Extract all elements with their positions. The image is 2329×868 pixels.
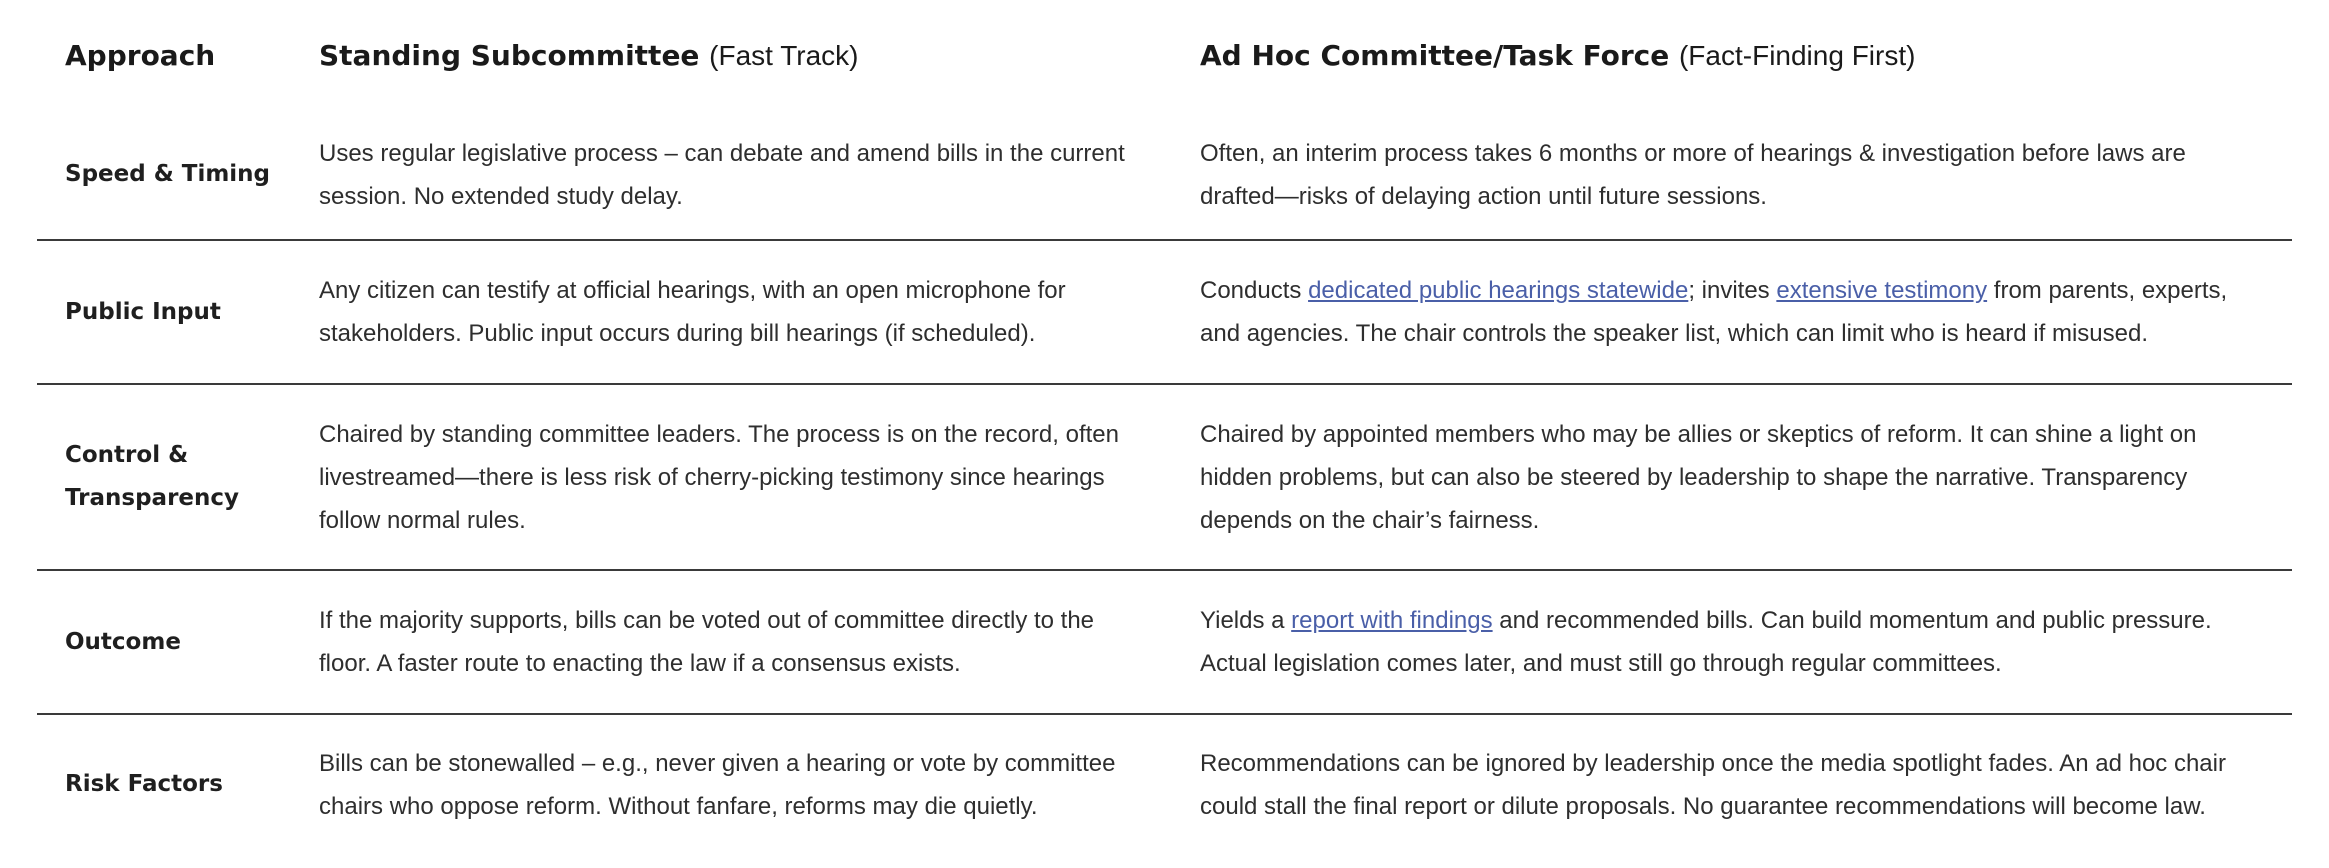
standing-text: Any citizen can testify at official hearings, with an open microphone for stakeholders. Public input occurs during bill hearings (if scheduled). <box>319 277 1066 347</box>
adhoc-text-part: Conducts <box>1200 277 1309 304</box>
link-report-with-findings[interactable]: report with findings <box>1291 607 1493 634</box>
standing-cell <box>291 384 1172 570</box>
adhoc-text <box>1200 269 2292 355</box>
adhoc-text: Chaired by appointed members who may be allies or skeptics of reform. It can shine a light on hidden problems, but can also be steered by leadership to shape the narrative. Transparency depends on the chair’s fairness. <box>1200 420 2197 534</box>
table-row-public-input <box>37 240 2292 384</box>
standing-cell <box>291 714 1172 854</box>
header-adhoc <box>1172 0 2292 110</box>
standing-text: If the majority supports, bills can be voted out of committee directly to the floor. A faster route to enacting the law if a consensus exists. <box>319 607 1095 677</box>
comparison-table-container <box>37 0 2292 854</box>
header-adhoc-title: Ad Hoc Committee/Task Force <box>1200 38 1670 72</box>
row-label: Outcome <box>65 628 181 655</box>
standing-cell <box>291 110 1172 240</box>
adhoc-text: Recommendations can be ignored by leadership once the media spotlight fades. An ad hoc chair could stall the final report or dilute proposals. No guarantee recommendations will become law. <box>1200 749 2226 820</box>
row-label <box>37 384 291 570</box>
row-label: Public Input <box>65 298 221 325</box>
header-approach <box>37 0 291 110</box>
table-row-control-transparency <box>37 384 2292 570</box>
header-approach-label: Approach <box>65 38 216 72</box>
table-row-outcome <box>37 570 2292 714</box>
row-label: Risk Factors <box>65 771 223 797</box>
adhoc-cell <box>1172 570 2292 714</box>
adhoc-text: Often, an interim process takes 6 months or more of hearings & investigation before laws are drafted—risks of delaying action until future sessions. <box>1200 139 2186 210</box>
adhoc-cell <box>1172 384 2292 570</box>
standing-text: Bills can be stonewalled – e.g., never given a hearing or vote by committee chairs who oppose reform. Without fanfare, reforms may die quietly. <box>319 749 1116 820</box>
standing-cell <box>291 240 1172 384</box>
adhoc-cell <box>1172 110 2292 240</box>
adhoc-text <box>1200 599 2292 685</box>
standing-text: Chaired by standing committee leaders. The process is on the record, often livestreamed—there is less risk of cherry-picking testimony since hearings follow normal rules. <box>319 420 1119 534</box>
header-adhoc-subtitle: (Fact-Finding First) <box>1678 39 1916 71</box>
table-row-risk-factors <box>37 714 2292 854</box>
standing-cell <box>291 570 1172 714</box>
adhoc-text-part: and recommended bills. Can build momentum and public pressure. Actual legislation comes later, and must still go through regular committees. <box>1200 607 2212 677</box>
link-dedicated-public-hearings[interactable]: dedicated public hearings statewide <box>1308 277 1689 304</box>
row-label-line: Control & <box>65 442 189 468</box>
standing-text: Uses regular legislative process – can debate and amend bills in the current session. No extended study delay. <box>319 139 1125 210</box>
header-row <box>37 0 2292 110</box>
row-label-line: Transparency <box>65 485 240 511</box>
adhoc-cell <box>1172 240 2292 384</box>
header-standing-title: Standing Subcommittee <box>319 38 700 72</box>
comparison-table <box>37 0 2292 854</box>
table-row-speed-timing <box>37 110 2292 240</box>
adhoc-text-part: from parents, experts, and agencies. The chair controls the speaker list, which can limit who is heard if misused. <box>1200 277 2228 347</box>
link-extensive-testimony[interactable]: extensive testimony <box>1776 277 1988 304</box>
adhoc-cell <box>1172 714 2292 854</box>
adhoc-text-part: ; invites <box>1688 277 1777 304</box>
adhoc-text-part: Yields a <box>1200 607 1292 634</box>
header-standing <box>291 0 1172 110</box>
row-label: Speed & Timing <box>65 161 271 187</box>
header-standing-subtitle: (Fast Track) <box>709 39 859 71</box>
